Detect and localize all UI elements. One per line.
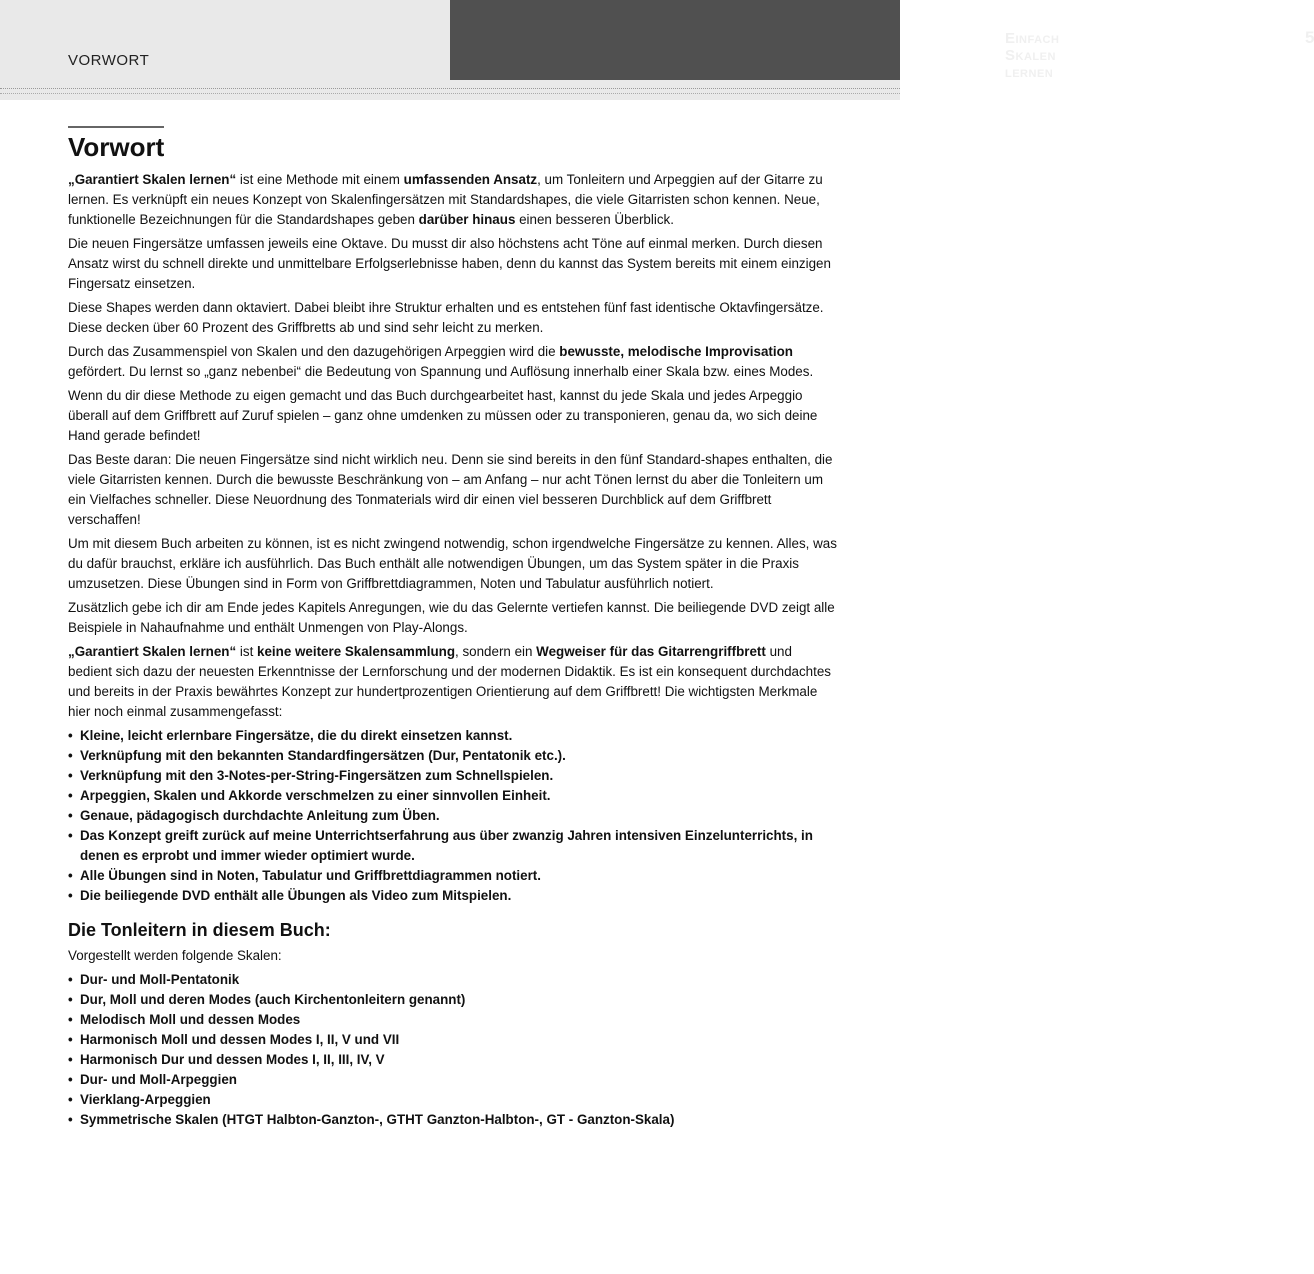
paragraph-text: ist eine Methode mit einem (236, 172, 404, 187)
paragraph (68, 298, 838, 338)
header-divider-secondary (0, 93, 900, 94)
feature-list (68, 726, 838, 906)
paragraph-text: Diese Shapes werden dann oktaviert. Dabei bleibt ihre Struktur erhalten und es entstehen fünf fast identische Oktavfingersätze. Diese decken über 60 Prozent des Griffbretts ab und sind sehr leicht zu merken. (68, 300, 824, 335)
emphasis-text: Wegweiser für das Gitarrengriffbrett (536, 644, 766, 659)
feature-item: • Genaue, pädagogisch durchdachte Anleitung zum Üben. (68, 806, 838, 826)
feature-item: • Das Konzept greift zurück auf meine Unterrichtserfahrung aus über zwanzig Jahren intensiven Einzelunterrichts, in denen es erprobt und immer wieder optimiert wurde. (68, 826, 838, 866)
paragraph (68, 534, 838, 594)
scales-list (68, 970, 838, 1130)
paragraph-text: gefördert. Du lernst so „ganz nebenbei“ die Bedeutung von Spannung und Auflösung innerhalb einer Skala bzw. eines Modes. (68, 364, 814, 379)
paragraph (68, 386, 838, 446)
emphasis-text: darüber hinaus (418, 212, 516, 227)
emphasis-text: „Garantiert Skalen lernen“ (68, 172, 237, 187)
paragraph-text: Wenn du dir diese Methode zu eigen gemacht und das Buch durchgearbeitet hast, kannst du jede Skala und jedes Arpeggio überall auf dem Griffbrett auf Zuruf spielen – ganz ohne umdenken zu müssen oder zu transponieren, genau da, wo sich deine Hand gerade befindet! (68, 388, 818, 443)
feature-item: • Verknüpfung mit den 3-Notes-per-String-Fingersätzen zum Schnellspielen. (68, 766, 838, 786)
emphasis-text: keine weitere Skalensammlung (257, 644, 456, 659)
paragraph-text: Zusätzlich gebe ich dir am Ende jedes Kapitels Anregungen, wie du das Gelernte vertiefen kannst. Die beiliegende DVD zeigt alle Beispiele in Nahaufnahme und enthält Unmengen von Play-Alongs. (68, 600, 835, 635)
intro-paragraphs (68, 170, 838, 722)
scales-intro: Vorgestellt werden folgende Skalen: (68, 948, 282, 963)
paragraph (68, 342, 838, 382)
scale-item: • Dur- und Moll-Arpeggien (68, 1070, 838, 1090)
header-title-band (450, 0, 1314, 81)
page-content (68, 126, 838, 1130)
header-divider (0, 88, 900, 89)
paragraph (68, 170, 838, 230)
feature-item: • Verknüpfung mit den bekannten Standardfingersätzen (Dur, Pentatonik etc.). (68, 746, 838, 766)
page-title: Vorwort (68, 126, 164, 164)
emphasis-text: umfassenden Ansatz (403, 172, 538, 187)
scales-heading: Die Tonleitern in diesem Buch: (68, 920, 331, 940)
scale-item: • Melodisch Moll und dessen Modes (68, 1010, 838, 1030)
page-number: 5 (1305, 28, 1314, 47)
feature-item: • Kleine, leicht erlernbare Fingersätze, die du direkt einsetzen kannst. (68, 726, 838, 746)
paragraph (68, 642, 838, 722)
scale-item: • Vierklang-Arpeggien (68, 1090, 838, 1110)
paragraph-text: einen besseren Überblick. (515, 212, 674, 227)
paragraph (68, 598, 838, 638)
paragraph-text: Die neuen Fingersätze umfassen jeweils eine Oktave. Du musst dir also höchstens acht Töne auf einmal merken. Durch diesen Ansatz wirst du schnell direkte und unmittelbare Erfolgserlebnisse haben, denn du kannst das System bereits mit einem einzigen Fingersatz einsetzen. (68, 236, 831, 291)
feature-item: • Die beiliegende DVD enthält alle Übungen als Video zum Mitspielen. (68, 886, 838, 906)
paragraph-text: Um mit diesem Buch arbeiten zu können, ist es nicht zwingend notwendig, schon irgendwelche Fingersätze zu kennen. Alles, was du dafür brauchst, erkläre ich ausführlich. Das Buch enthält alle notwendigen Übungen, um das System später in die Praxis umzusetzen. Diese Übungen sind in Form von Griffbrettdiagrammen, Noten und Tabulatur ausführlich notiert. (68, 536, 837, 591)
emphasis-text: „Garantiert Skalen lernen“ (68, 644, 237, 659)
paragraph-text: , um Tonleitern und Arpeggien auf der Gitarre zu lernen. Es verknüpft ein neues Konzept von Skalenfingersätzen mit Standardshapes, die viele Gitarristen schon kennen. Neue, funktionelle Bezeichnungen für die Standardshapes geben (68, 172, 823, 227)
paragraph-text: ist (236, 644, 258, 659)
scale-item: • Harmonisch Moll und dessen Modes I, II, V und VII (68, 1030, 838, 1050)
paragraph-text: Das Beste daran: Die neuen Fingersätze sind nicht wirklich neu. Denn sie sind bereits in den fünf Standard-shapes enthalten, die viele Gitarristen kennen. Durch die bewusste Beschränkung von – am Anfang – nur acht Tönen lernst du aber die Tonleitern um ein Vielfaches schneller. Diese Neuordnung des Tonmaterials wird dir einen viel besseren Durchblick auf dem Griffbrett verschaffen! (68, 452, 833, 527)
scale-item: • Dur, Moll und deren Modes (auch Kirchentonleitern genannt) (68, 990, 838, 1010)
running-title: Einfach Skalen lernen (1005, 30, 1060, 81)
paragraph (68, 450, 838, 530)
scale-item: • Dur- und Moll-Pentatonik (68, 970, 838, 990)
feature-item: • Alle Übungen sind in Noten, Tabulatur und Griffbrettdiagrammen notiert. (68, 866, 838, 886)
paragraph-text: Durch das Zusammenspiel von Skalen und den dazugehörigen Arpeggien wird die (68, 344, 560, 359)
scale-item: • Symmetrische Skalen (HTGT Halbton-Ganzton-, GTHT Ganzton-Halbton-, GT - Ganzton-Skala) (68, 1110, 838, 1130)
scale-item: • Harmonisch Dur und dessen Modes I, II, III, IV, V (68, 1050, 838, 1070)
paragraph-text: , sondern ein (455, 644, 537, 659)
section-label: VORWORT (68, 52, 150, 69)
paragraph (68, 234, 838, 294)
emphasis-text: bewusste, melodische Improvisation (559, 344, 793, 359)
paragraph-text: und bedient sich dazu der neuesten Erkenntnisse der Lernforschung und der modernen Didaktik. Es ist ein konsequent durchdachtes und bereits in der Praxis bewährtes Konzept zur hundertprozentigen Orientierung auf dem Griffbrett! Die wichtigsten Merkmale hier noch einmal zusammengefasst: (68, 644, 831, 719)
header-strip (0, 0, 1314, 100)
feature-item: • Arpeggien, Skalen und Akkorde verschmelzen zu einer sinnvollen Einheit. (68, 786, 838, 806)
